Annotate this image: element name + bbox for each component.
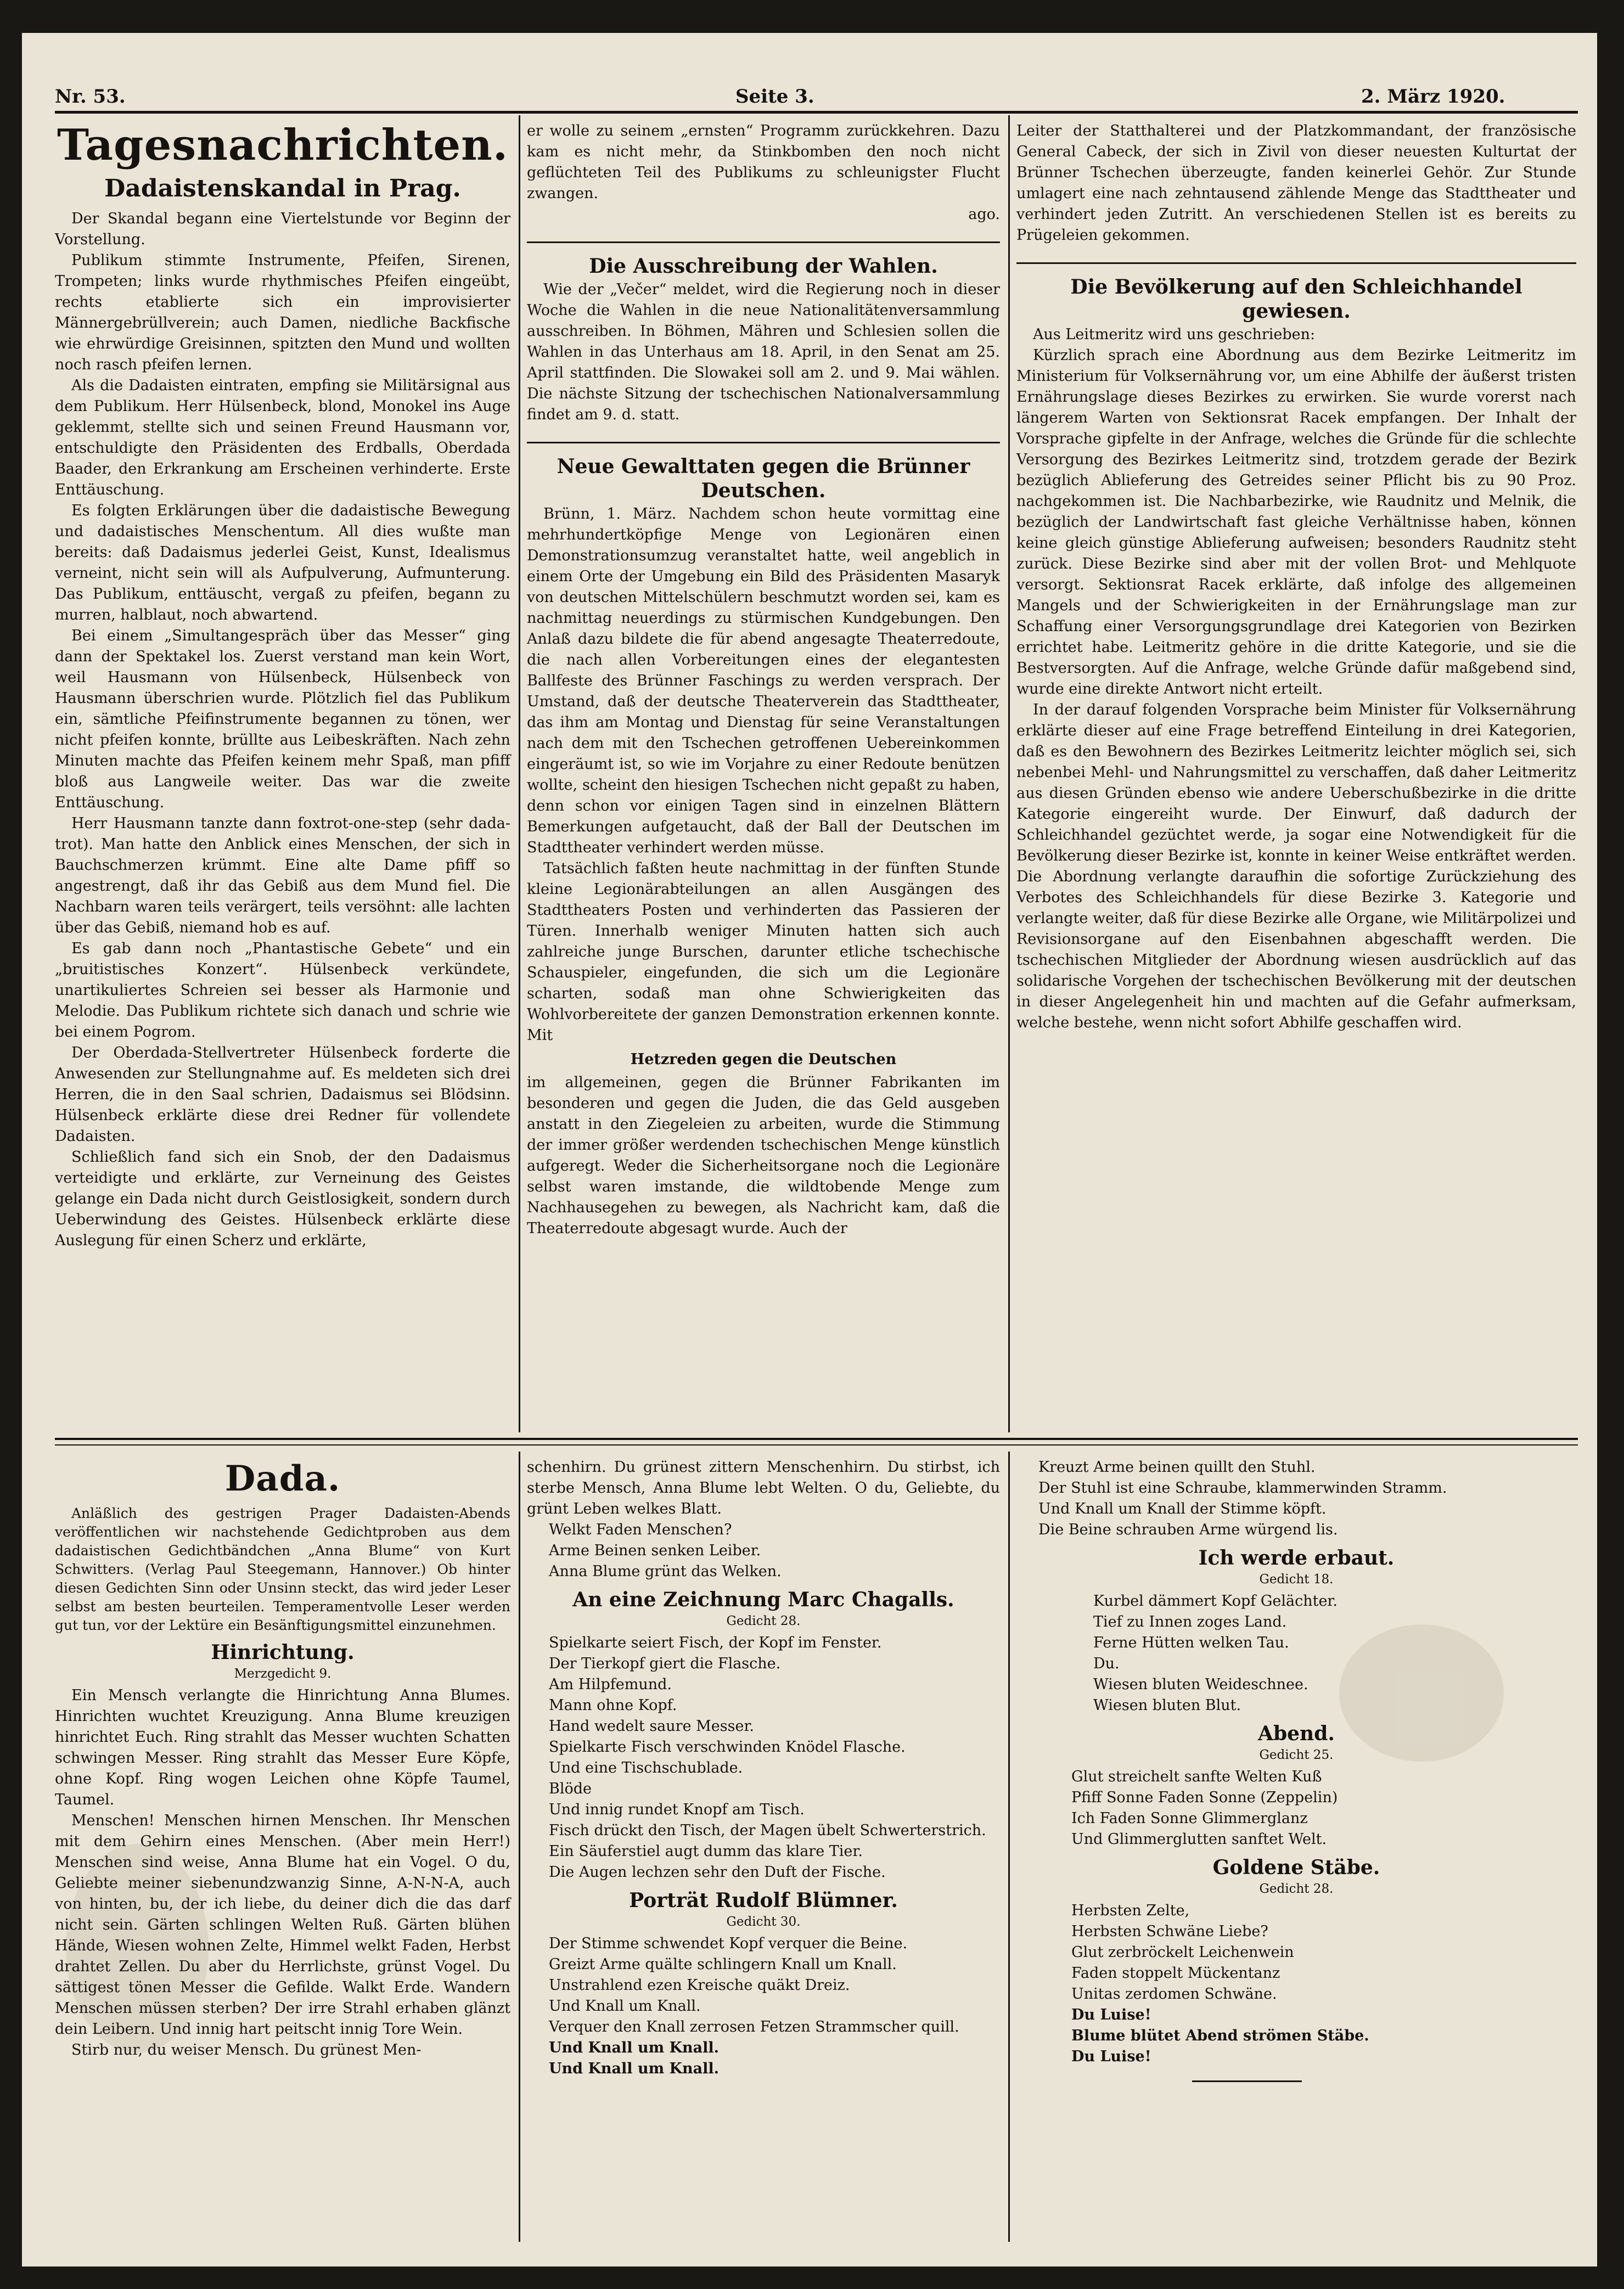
verse-line: Pfiff Sonne Faden Sonne (Zeppelin) bbox=[1071, 1789, 1338, 1806]
poem-subtitle: Merzgedicht 9. bbox=[234, 1667, 331, 1681]
column-rule bbox=[1008, 115, 1010, 1432]
paragraph: Es gab dann noch „Phantastische Gebete“ und ein „bruitistisches Konzert“. Hülsenbeck verkündete, unartikuliertes Schreien sei besser als Harmonie und Melodie. Das Publikum richtete sich danach und schrie wie bei einem Pogrom. bbox=[55, 940, 510, 1041]
verse-line: Die Augen lechzen sehr den Duft der Fische. bbox=[549, 1864, 886, 1881]
column-rule bbox=[519, 115, 520, 1432]
poem-title: An eine Zeichnung Marc Chagalls. bbox=[572, 1588, 954, 1611]
dada-column-2 bbox=[527, 1457, 1000, 2247]
article-title: Dadaistenskandal in Prag. bbox=[104, 175, 461, 203]
verse-line: Du Luise! bbox=[1071, 2048, 1151, 2065]
poem-paragraph: Stirb nur, du weiser Mensch. Du grünest Men- bbox=[71, 2041, 422, 2059]
column-3 bbox=[1016, 121, 1576, 1432]
verse-line: Der Tierkopf giert die Flasche. bbox=[549, 1655, 781, 1672]
end-rule bbox=[1192, 2080, 1302, 2082]
feuilleton-title: Dada. bbox=[224, 1458, 341, 1499]
paragraph: Schließlich fand sich ein Snob, der den Dadaismus verteidigte und erklärte, zur Verneinung des Geistes gelange ein Dada nicht durch Geistlosigkeit, sondern durch Ueberwindung des Geistes. Hülsenbeck erklärte diese Auslegung für einen Scherz und erklärte, bbox=[55, 1149, 510, 1249]
divider bbox=[527, 442, 1000, 443]
verse-line: Welkt Faden Menschen? bbox=[549, 1521, 732, 1538]
verse-line: Spielkarte seiert Fisch, der Kopf im Fenster. bbox=[549, 1634, 882, 1651]
verse-line: Und innig rundet Knopf am Tisch. bbox=[549, 1801, 805, 1818]
intro bbox=[55, 1504, 510, 1635]
paragraph: Der Oberdada-Stellvertreter Hülsenbeck forderte die Anwesenden zur Stellungnahme auf. Es meldeten sich drei Herren, die in den Saal schrien, Dadaismus sei Blödsinn. Hülsenbeck erklärte diese drei Redner für vollendete Dadaisten. bbox=[55, 1044, 510, 1145]
verse-line: Die Beine schrauben Arme würgend lis. bbox=[1038, 1521, 1338, 1538]
poem-subtitle: Gedicht 28. bbox=[1259, 1882, 1334, 1896]
page-number: Seite 3. bbox=[735, 86, 814, 108]
verse-line: Glut zerbröckelt Leichenwein bbox=[1071, 1944, 1294, 1961]
verse-line: Du. bbox=[1093, 1655, 1120, 1672]
verse-line: Ein Säuferstiel augt dumm das klare Tier. bbox=[549, 1843, 863, 1860]
verse-line: Am Hilpfemund. bbox=[549, 1676, 672, 1693]
verse-line: Spielkarte Fisch verschwinden Knödel Flasche. bbox=[549, 1739, 906, 1756]
verse-line: Faden stoppelt Mückentanz bbox=[1071, 1965, 1280, 1982]
verse bbox=[1016, 1457, 1576, 1540]
dada-column-3 bbox=[1016, 1457, 1576, 2247]
feuilleton-rule bbox=[55, 1444, 1578, 1446]
verse-line: Anna Blume grünt das Welken. bbox=[549, 1563, 782, 1580]
paragraph: Der Skandal begann eine Viertelstunde vor Beginn der Vorstellung. bbox=[55, 210, 510, 248]
verse-line: Und Knall um Knall der Stimme köpft. bbox=[1038, 1500, 1327, 1517]
article-title: Die Bevölkerung auf den Schleichhandel gewiesen. bbox=[1070, 275, 1522, 323]
verse-line: Du Luise! bbox=[1071, 2006, 1151, 2023]
paragraph: Wie der „Večer“ meldet, wird die Regierung noch in dieser Woche die Wahlen in die neue Nationalitätenversammlung ausschreiben. In Böhmen, Mähren und Schlesien sollen die Wahlen in das Unterhaus am 18. April, in den Senat am 25. April stattfinden. Die Slowakei soll am 2. und 9. Mai wählen. Die nächste Sitzung der tschechischen Nationalversammlung findet am 9. d. statt. bbox=[527, 281, 1000, 423]
subheading: Hetzreden gegen die Deutschen bbox=[630, 1051, 897, 1068]
poem-paragraph: Ein Mensch verlangte die Hinrichtung Anna Blumes. Hinrichten wuchtet Kreuzigung. Anna Blume kreuzigen hinrichtet Euch. Ring strahlt das Messer wuchten Schatten schwingen Messer. Ring strahlt das Messer Eure Köpfe, ohne Kopf. Ring wogen Leichen ohne Köpfe Taumel, Taumel. bbox=[55, 1687, 510, 1808]
verse-line: Verquer den Knall zerrosen Fetzen Strammscher quill. bbox=[549, 2018, 959, 2035]
feuilleton-rule bbox=[55, 1438, 1578, 1440]
verse-line: Der Stuhl ist eine Schraube, klammerwinden Stramm. bbox=[1038, 1480, 1447, 1497]
poem-title: Porträt Rudolf Blümner. bbox=[629, 1889, 898, 1912]
issue-date: 2. März 1920. bbox=[1361, 86, 1505, 108]
verse-line: Unstrahlend ezen Kreische quäkt Dreiz. bbox=[549, 1977, 850, 1994]
verse bbox=[1016, 1591, 1576, 1716]
column-1 bbox=[55, 121, 510, 1432]
author-signature: ago. bbox=[968, 206, 1000, 223]
verse-line: Unitas zerdomen Schwäne. bbox=[1071, 1986, 1277, 2003]
verse-line: Fisch drückt den Tisch, der Magen übelt Schwerterstrich. bbox=[549, 1822, 986, 1839]
paragraph: Herr Hausmann tanzte dann foxtrot-one-step (sehr dada-trot). Man hatte den Anblick eines Menschen, der sich in Bauchschmerzen krümmt. Eine alte Dame pfiff so angestrengt, daß ihr das Gebiß aus dem Mund fiel. Die Nachbarn waren teils verärgert, teils versöhnt: alle lachten über das Gebiß, niemand hob es auf. bbox=[55, 815, 510, 936]
verse bbox=[527, 1520, 1000, 1582]
verse-line: Und Knall um Knall. bbox=[549, 1998, 701, 2015]
verse-line: Blume blütet Abend strömen Stäbe. bbox=[1071, 2027, 1369, 2044]
paragraph: Tatsächlich faßten heute nachmittag in der fünften Stunde kleine Legionärabteilungen an allen Ausgängen des Stadttheaters Posten und verhinderten das Passieren der Türen. Innerhalb weniger Minuten hatten sich auch zahlreiche junge Burschen, darunter etliche tschechische Schauspieler, eingefunden, die sich um die Legionäre scharten, sodaß man ohne Schwierigkeiten das Wohlvorbereitete der ganzen Demonstration erkennen konnte. Mit bbox=[527, 860, 1000, 1044]
paragraph: In der darauf folgenden Vorsprache beim Minister für Volksernährung erklärte dieser auf eine Frage betreffend Einteilung in drei Kategorien, daß es den Bewohnern des Bezirkes Leitmeritz leichter möglich sei, sich nebenbei Mehl- und Nahrungsmittel zu verschaffen, daß daher Leitmeritz aus diesen Gründen ebenso wie andere Ueberschußbezirke in die dritte Kategorie eingereiht wurde. Der Einwurf, daß dadurch der Schleichhandel gezüchtet werde, ja sogar eine Notwendigkeit für die Bevölkerung dieser Bezirke ist, konnte in keiner Weise entkräftet werden. Die Abordnung verlangte daraufhin die sofortige Zurückziehung des Verbotes des Schleichhandels für diese Bezirke 3. Kategorie und verlangte weiter, daß für diese Bezirke alle Organe, wie Militärpolizei und Revisionsorgane auf den Eisenbahnen abgeschafft werden. Die tschechischen Mitglieder der Abordnung wiesen ausdrücklich auf das solidarische Vorgehen der tschechischen Bevölkerung mit der deutschen in dieser Angelegenheit hin und machten auf die Gefahr aufmerksam, welche bestehe, wenn nicht sofort Abhilfe geschaffen wird. bbox=[1016, 701, 1576, 1031]
poem-title: Abend. bbox=[1258, 1722, 1335, 1745]
paragraph: Kürzlich sprach eine Abordnung aus dem Bezirke Leitmeritz im Ministerium für Volksernährung vor, um eine Abhilfe der äußerst tristen Ernährungslage dieses Bezirkes zu erwirken. Sie wurde vorerst nach längerem Warten von Sektionsrat Racek empfangen. Der Inhalt der Vorsprache gipfelte in der Anfrage, welches die Gründe für die schlechte Versorgung des Bezirkes Leitmeritz sind, trotzdem gerade der Bezirk bezüglich Ablieferung des Getreides seiner Pflicht bis zu 90 Proz. nachgekommen ist. Die Nachbarbezirke, wie Raudnitz und Melnik, die bezüglich der Landwirtschaft fast gleiche Verhältnisse haben, können keine gleich günstige Ablieferung aufweisen; besonders Raudnitz steht zurück. Diese Bezirke sind aber mit der vollen Brot- und Mehlquote versorgt. Sektionsrat Racek erklärte, daß infolge des allgemeinen Mangels und der Schwierigkeiten in der Ernährungslage man zur Schaffung einer Versorgungsgrundlage drei Kategorien von Bezirken errichtet habe. Leitmeritz gehöre in die dritte Kategorie, und sie die Bestversorgten. Auf die Anfrage, welche Gründe dafür maßgebend sind, wurde eine direkte Antwort nicht erteilt. bbox=[1016, 347, 1576, 698]
verse-line: Arme Beinen senken Leiber. bbox=[549, 1542, 761, 1559]
paragraph: Als die Dadaisten eintraten, empfing sie Militärsignal aus dem Publikum. Herr Hülsenbeck, blond, Monokel ins Auge geklemmt, stellte sich und seinen Freund Hausmann vor, entschuldigte den Präsidenten des Erdballs, Oberdada Baader, den Erkrankung am Erscheinen verhinderte. Erste Enttäuschung. bbox=[55, 377, 510, 498]
verse bbox=[1016, 1900, 1576, 2067]
paragraph: im allgemeinen, gegen die Brünner Fabrikanten im besonderen und gegen die Juden, die das Geld ausgeben anstatt in den Ziegeleien zu arbeiten, wurde die Stimmung der immer größer werdenden tschechischen Menge künstlich aufgeregt. Weder die Sicherheitsorgane noch die Legionäre selbst waren imstande, die wildtobende Menge zum Nachhausegehen zu bewegen, als Nachricht kam, daß die Theaterredoute abgesagt wurde. Auch der bbox=[527, 1074, 1000, 1237]
poem-paragraph: schenhirn. Du grünest zittern Menschenhirn. Du stirbst, ich sterbe Mensch, Anna Blume lebt Welten. O du, Geliebte, du grünt Leben welkes Blatt. bbox=[527, 1459, 1000, 1517]
poem-title: Ich werde erbaut. bbox=[1198, 1546, 1395, 1570]
header-rule bbox=[55, 111, 1578, 114]
verse-line: Greizt Arme quälte schlingern Knall um Knall. bbox=[549, 1956, 897, 1973]
poem-subtitle: Gedicht 30. bbox=[726, 1915, 801, 1929]
verse-line: Kreuzt Arme beinen quillt den Stuhl. bbox=[1038, 1459, 1316, 1476]
paragraph: er wolle zu seinem „ernsten“ Programm zurückkehren. Dazu kam es nicht mehr, da Stinkbomben den noch nicht geflüchteten Teil des Publikums zu schleunigster Flucht zwangen. bbox=[527, 122, 1000, 202]
verse-line: Hand wedelt saure Messer. bbox=[549, 1718, 754, 1735]
poem-title: Hinrichtung. bbox=[211, 1641, 355, 1664]
article-title: Neue Gewalttaten gegen die Brünner Deutschen. bbox=[557, 455, 970, 502]
verse-line: Ferne Hütten welken Tau. bbox=[1093, 1634, 1289, 1651]
verse-line: Und Knall um Knall. bbox=[549, 2039, 720, 2056]
verse-line: Tief zu Innen zoges Land. bbox=[1093, 1613, 1287, 1630]
verse-line: Glut streichelt sanfte Welten Kuß bbox=[1071, 1768, 1322, 1785]
column-2 bbox=[527, 121, 1000, 1432]
poem-subtitle: Gedicht 25. bbox=[1259, 1748, 1334, 1762]
paragraph: Brünn, 1. März. Nachdem schon heute vormittag eine mehrhundertköpfige Menge von Legionären einen Demonstrationsumzug veranstaltet hatte, weil angeblich in einem Orte der Umgebung ein Bild des Präsidenten Masaryk von deutschen Mittelschülern beschmutzt worden sei, kam es nachmittag neuerdings zu stürmischen Kundgebungen. Den Anlaß dazu bildete die für abend angesagte Theaterredoute, die nach allen Vorbereitungen eines der elegantesten Ballfeste des Brünner Faschings zu werden versprach. Der Umstand, daß der deutsche Theaterverein das Stadttheater, das ihm am Montag und Dienstag für seine Veranstaltungen nach dem mit den Tschechen getroffenen Uebereinkommen eingeräumt ist, so wie im Vorjahre zu einer Redoute benützen wollte, scheint den hiesigen Tschechen nicht gepaßt zu haben, denn schon vor einigen Tagen sind in einzelnen Blättern Bemerkungen aufgetaucht, daß der Ball der Deutschen im Stadttheater verhindert werden müsse. bbox=[527, 505, 1000, 856]
verse-line: Herbsten Schwäne Liebe? bbox=[1071, 1923, 1268, 1940]
verse bbox=[1016, 1767, 1576, 1850]
paragraph: Bei einem „Simultangespräch über das Messer“ ging dann der Spektakel los. Zuerst verstand man kein Wort, weil Hausmann von Hülsenbeck, Hülsenbeck von Hausmann überschrien wurde. Plötzlich fiel das Publikum ein, sämtliche Pfeifinstrumente begannen zu tönen, wer nicht pfeifen konnte, brüllte aus Leibeskräften. Nach zehn Minuten machte das Pfeifen keinem mehr Spaß, man pfiff bloß aus Langweile weiter. Das war die zweite Enttäuschung. bbox=[55, 627, 510, 811]
article-title: Die Ausschreibung der Wahlen. bbox=[589, 255, 938, 278]
poem-title: Goldene Stäbe. bbox=[1212, 1856, 1380, 1879]
verse-line: Wiesen bluten Blut. bbox=[1093, 1697, 1241, 1714]
newspaper-page bbox=[22, 33, 1597, 2266]
dada-column-1 bbox=[55, 1457, 510, 2247]
verse-line: Ich Faden Sonne Glimmerglanz bbox=[1071, 1810, 1308, 1827]
paragraph: Leiter der Statthalterei und der Platzkommandant, der französische General Cabeck, der sich in Zivil von dieser neuesten Kulturtat der Brünner Tschechen überzeugte, fanden keinerlei Gehör. Zur Stunde umlagert eine nach zehntausend zählende Menge das Stadttheater und verhindert jeden Zutritt. An verschiedenen Stellen ist es bereits zu Prügeleien gekommen. bbox=[1016, 122, 1576, 244]
poem-subtitle: Gedicht 28. bbox=[726, 1614, 801, 1628]
poem-subtitle: Gedicht 18. bbox=[1259, 1572, 1334, 1587]
intro-text: Anläßlich des gestrigen Prager Dadaisten-Abends veröffentlichen wir nachstehende Gedichtproben aus dem dadaistischen Gedichtbändchen „Anna Blume“ von Kurt Schwitters. (Verlag Paul Steegemann, Hannover.) Ob hinter diesen Gedichten Sinn oder Unsinn steckt, das wird jeder Leser selbst am besten beurteilen. Temperamentvolle Leser werden gut tun, vor der Lektüre ein Besänftigungsmittel einzunehmen. bbox=[55, 1505, 510, 1633]
verse-line: Der Stimme schwendet Kopf verquer die Beine. bbox=[549, 1935, 908, 1952]
verse-line: Mann ohne Kopf. bbox=[549, 1697, 677, 1714]
verse-line: Und eine Tischschublade. bbox=[549, 1759, 743, 1776]
verse-line: Wiesen bluten Weideschnee. bbox=[1093, 1676, 1308, 1693]
paragraph: Es folgten Erklärungen über die dadaistische Bewegung und dadaistisches Menschentum. All dies wußte man bereits: daß Dadaismus jederlei Geist, Kunst, Idealismus verneint, nicht sein will als Aufpulverung, Aufmunterung. Das Publikum, enttäuscht, vergaß zu pfeifen, begann zu murren, halblaut, noch abwartend. bbox=[55, 502, 510, 623]
column-rule bbox=[519, 1452, 520, 2242]
poem-paragraph: Menschen! Menschen hirnen Menschen. Ihr Menschen mit dem Gehirn eines Menschen. (Aber mein Herr!) Menschen sind weise, Anna Blume hat ein Vogel. O du, Geliebte meiner siebenundzwanzig Sinne, A-N-N-A, auch von hinten, bu, der ich liebe, du deiner dich die das darf nicht sein. Gärten schlingen Welten Ruß. Gärten blühen Hände, Wiesen wohnen Zelte, Himmel welkt Faden, Herbst drahtet Zellen. Du aber du Herrlichste, grünst Vogel. Du sättigest tönen Messer die Gefilde. Walkt Erde. Wandern Menschen müssen sterben? Der irre Strahl erhaben glänzt dein Leibern. Und innig hart peitscht innig Tore Wein. bbox=[55, 1812, 510, 2038]
paragraph: Publikum stimmte Instrumente, Pfeifen, Sirenen, Trompeten; links wurde rhythmisches Pfeifen eingeübt, rechts etablierte sich ein improvisierter Männergebrüllverein; auch Damen, niedliche Backfische wie ehrwürdige Greisinnen, spitzten den Mund und wollten noch rasch pfeifen lernen. bbox=[55, 252, 510, 373]
verse-line: Und Knall um Knall. bbox=[549, 2060, 720, 2077]
issue-number: Nr. 53. bbox=[55, 86, 126, 108]
verse-line: Kurbel dämmert Kopf Gelächter. bbox=[1093, 1593, 1338, 1610]
verse bbox=[527, 1633, 1000, 1883]
divider bbox=[527, 241, 1000, 243]
column-rule bbox=[1008, 1452, 1010, 2242]
section-title: Tagesnachrichten. bbox=[57, 120, 509, 170]
verse bbox=[527, 1933, 1000, 2079]
verse-line: Herbsten Zelte, bbox=[1071, 1902, 1190, 1919]
verse-line: Und Glimmerglutten sanftet Welt. bbox=[1071, 1831, 1327, 1848]
divider bbox=[1016, 262, 1576, 264]
verse-line: Blöde bbox=[549, 1780, 592, 1797]
paragraph: Aus Leitmeritz wird uns geschrieben: bbox=[1033, 326, 1316, 343]
